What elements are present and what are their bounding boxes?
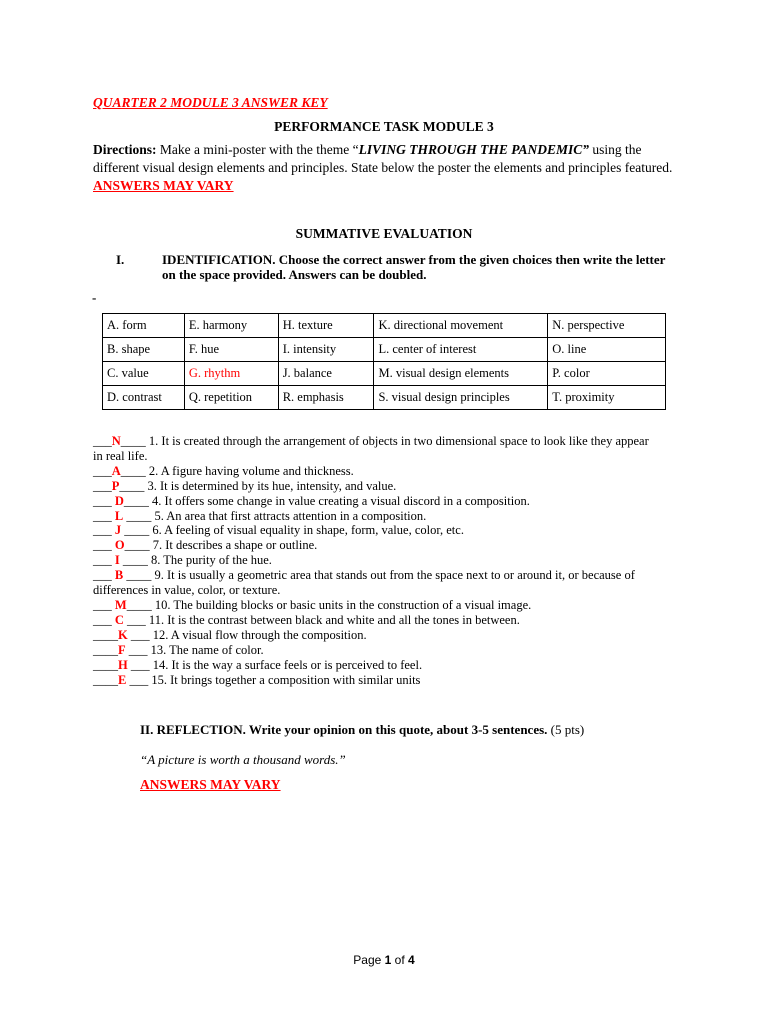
item-text: ___ 15. It brings together a composition with similar units — [126, 672, 421, 687]
choices-row — [103, 362, 666, 386]
choice-cell: B. shape — [103, 338, 185, 362]
item-text: ___ 14. It is the way a surface feels or is perceived to feel. — [127, 657, 423, 672]
item-text: ____ 7. It describes a shape or outline. — [124, 538, 318, 553]
section-1-number: I. — [116, 252, 125, 267]
item-blank-prefix: ____ — [93, 657, 118, 672]
reflection-heading — [140, 722, 584, 738]
directions-answer-note: ANSWERS MAY VARY — [93, 178, 234, 193]
choice-cell: P. color — [548, 362, 666, 386]
identification-item — [93, 628, 653, 643]
item-blank-prefix: ___ — [93, 508, 115, 523]
item-answer: E — [118, 672, 127, 687]
item-answer: J — [114, 523, 122, 538]
identification-item — [93, 568, 653, 598]
item-answer: C — [114, 612, 124, 627]
choice-cell: T. proximity — [548, 386, 666, 410]
directions-theme: LIVING THROUGH THE PANDEMIC” — [358, 142, 589, 157]
choice-cell: H. texture — [278, 314, 374, 338]
item-blank-prefix: ___ — [93, 612, 115, 627]
item-answer: N — [111, 434, 121, 448]
choice-cell: O. line — [548, 338, 666, 362]
choice-cell: G. rhythm — [184, 362, 278, 386]
reflection-answer-note: ANSWERS MAY VARY — [140, 777, 281, 792]
item-text: ____ 1. It is created through the arrangement of objects in two dimensional space to look like they appear in real life. — [93, 434, 649, 463]
item-text: ____ 8. The purity of the hue. — [119, 553, 272, 568]
performance-task-title: PERFORMANCE TASK MODULE 3 — [274, 119, 494, 134]
item-answer: D — [114, 493, 124, 508]
item-answer: P — [111, 478, 120, 493]
identification-item — [93, 464, 653, 479]
item-blank-prefix: ___ — [93, 538, 115, 553]
item-blank-prefix: ___ — [93, 434, 112, 448]
identification-item — [93, 538, 653, 553]
choice-cell: D. contrast — [103, 386, 185, 410]
page-of: of — [391, 953, 409, 967]
item-answer: L — [114, 508, 124, 523]
reflection-points: (5 pts) — [547, 722, 585, 737]
item-text: ___ 12. A visual flow through the composition. — [127, 627, 367, 642]
choices-row — [103, 314, 666, 338]
choice-cell: K. directional movement — [374, 314, 548, 338]
item-text: ____ 10. The building blocks or basic units in the construction of a visual image. — [126, 597, 532, 612]
item-answer: K — [118, 627, 128, 642]
answer-key-title: QUARTER 2 MODULE 3 ANSWER KEY — [93, 95, 328, 110]
item-blank-prefix: ___ — [93, 478, 112, 493]
item-blank-prefix: ___ — [93, 568, 115, 583]
reflection-quote: “A picture is worth a thousand words.” — [140, 752, 346, 767]
choice-cell: F. hue — [184, 338, 278, 362]
identification-item — [93, 613, 653, 628]
choice-cell: I. intensity — [278, 338, 374, 362]
item-answer: I — [114, 553, 120, 568]
item-text: ____ 2. A figure having volume and thickness. — [120, 463, 354, 478]
directions-text-after: using the different visual design elements and principles. State below the poster the elements and principles featured. — [93, 142, 673, 175]
identification-item — [93, 434, 653, 464]
identification-item — [93, 553, 653, 568]
item-answer: B — [114, 568, 124, 583]
choice-cell: J. balance — [278, 362, 374, 386]
choice-cell: L. center of interest — [374, 338, 548, 362]
item-blank-prefix: ___ — [93, 523, 115, 538]
choice-cell: A. form — [103, 314, 185, 338]
page-current: 1 — [384, 953, 392, 967]
page-label: Page — [353, 953, 385, 967]
identification-item — [93, 509, 653, 524]
item-blank-prefix: ____ — [93, 627, 118, 642]
choice-cell: Q. repetition — [184, 386, 278, 410]
item-text: ____ 4. It offers some change in value creating a visual discord in a composition. — [123, 493, 530, 508]
page-footer — [0, 953, 768, 967]
summative-evaluation-title: SUMMATIVE EVALUATION — [295, 226, 473, 241]
page-total: 4 — [408, 953, 415, 967]
identification-item — [93, 643, 653, 658]
choices-row — [103, 338, 666, 362]
identification-item — [93, 523, 653, 538]
identification-item — [93, 598, 653, 613]
item-answer: A — [111, 463, 121, 478]
choice-cell: S. visual design principles — [374, 386, 548, 410]
identification-item — [93, 479, 653, 494]
dash-mark: - — [92, 290, 97, 305]
directions-label: Directions: — [93, 142, 157, 157]
item-blank-prefix: ___ — [93, 597, 115, 612]
item-text: ___ 13. The name of color. — [125, 642, 264, 657]
item-text: ____ 3. It is determined by its hue, intensity, and value. — [119, 478, 397, 493]
item-answer: H — [118, 657, 128, 672]
choice-cell: R. emphasis — [278, 386, 374, 410]
item-blank-prefix: ___ — [93, 493, 115, 508]
directions-text-before: Make a mini-poster with the theme “ — [156, 142, 359, 157]
identification-item — [93, 494, 653, 509]
section-1-instructions: IDENTIFICATION. Choose the correct answer from the given choices then write the letter on the space provided. Answers can be doubled. — [162, 252, 666, 282]
reflection-heading-text: II. REFLECTION. Write your opinion on this quote, about 3-5 sentences. — [140, 722, 548, 737]
item-answer: F — [118, 642, 126, 657]
identification-items — [93, 434, 653, 687]
identification-item — [93, 658, 653, 673]
choice-cell: M. visual design elements — [374, 362, 548, 386]
choice-cell: N. perspective — [548, 314, 666, 338]
item-answer: M — [114, 597, 127, 612]
item-blank-prefix: ____ — [93, 642, 118, 657]
directions-paragraph — [93, 141, 683, 195]
choices-row — [103, 386, 666, 410]
choices-table — [102, 313, 666, 410]
item-blank-prefix: ____ — [93, 672, 118, 687]
choice-cell: C. value — [103, 362, 185, 386]
item-blank-prefix: ___ — [93, 553, 115, 568]
item-text: ____ 6. A feeling of visual equality in shape, form, value, color, etc. — [121, 523, 464, 538]
item-answer: O — [114, 538, 125, 553]
choice-cell: E. harmony — [184, 314, 278, 338]
item-text: ____ 9. It is usually a geometric area that stands out from the space next to or around it, or because of differences in value, color, or texture. — [93, 568, 635, 598]
item-text: ____ 5. An area that first attracts attention in a composition. — [123, 508, 427, 523]
item-text: ___ 11. It is the contrast between black and white and all the tones in between. — [123, 612, 520, 627]
item-blank-prefix: ___ — [93, 463, 112, 478]
identification-item — [93, 673, 653, 688]
